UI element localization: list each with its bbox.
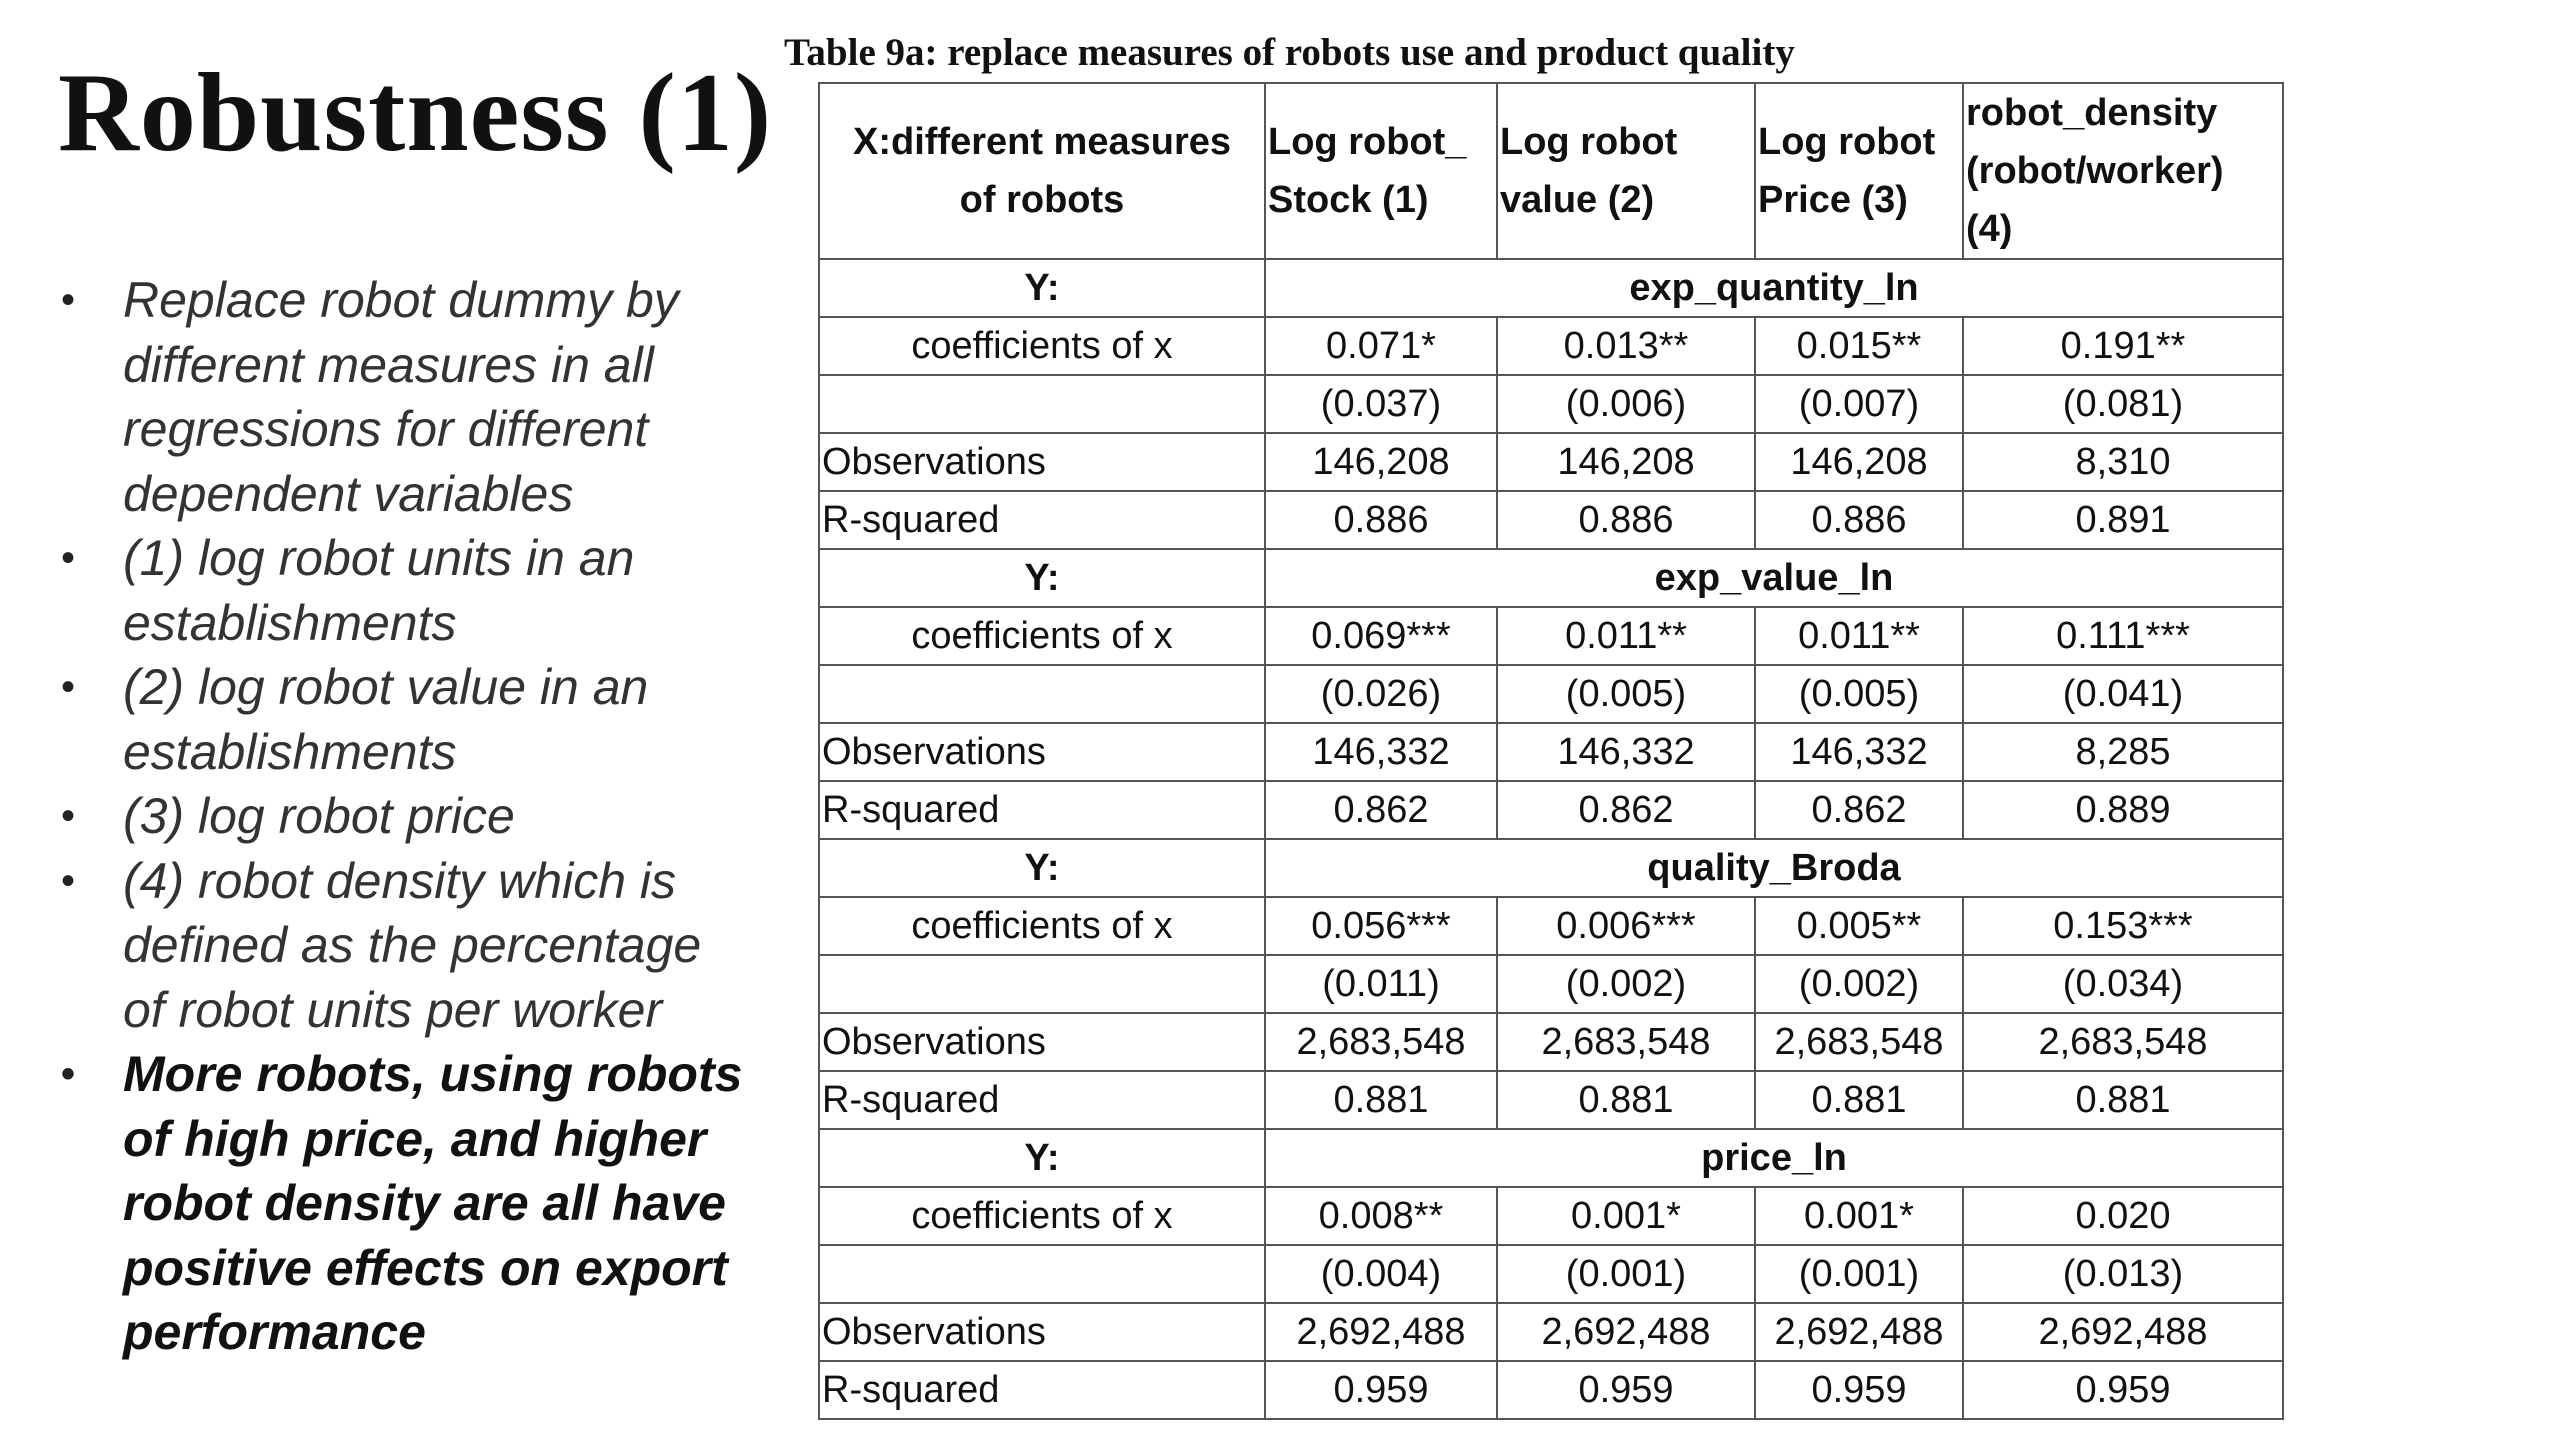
r-squared-cell: 0.959 <box>1963 1361 2283 1419</box>
standard-error-row <box>819 1245 2283 1303</box>
observations-cell: 8,285 <box>1963 723 2283 781</box>
y-label: Y: <box>819 259 1265 317</box>
observations-cell: 2,683,548 <box>1497 1013 1755 1071</box>
bullet-dot-icon: • <box>61 1052 76 1096</box>
header-col-3: Log robot Price (3) <box>1755 83 1963 259</box>
standard-error-cell: (0.004) <box>1265 1245 1497 1303</box>
y-label: Y: <box>819 1129 1265 1187</box>
standard-error-cell: (0.037) <box>1265 375 1497 433</box>
coefficient-cell: 0.020 <box>1963 1187 2283 1245</box>
bullet-list <box>56 268 756 1365</box>
slide-title: Robustness (1) <box>58 51 773 175</box>
standard-error-row <box>819 375 2283 433</box>
r-squared-row <box>819 1071 2283 1129</box>
y-label-row <box>819 549 2283 607</box>
r-squared-cell: 0.862 <box>1497 781 1755 839</box>
coef-label: coefficients of x <box>819 1187 1265 1245</box>
coefficient-cell: 0.011** <box>1497 607 1755 665</box>
r-squared-cell: 0.862 <box>1265 781 1497 839</box>
r-squared-cell: 0.881 <box>1265 1071 1497 1129</box>
empty-label-cell <box>819 955 1265 1013</box>
bullet-text: Replace robot dummy by different measures in all regressions for different dependent variables <box>123 272 679 522</box>
bullet-text: More robots, using robots of high price, and higher robot density are all have positive effects on export performance <box>123 1046 743 1360</box>
r-squared-cell: 0.886 <box>1265 491 1497 549</box>
r-squared-cell: 0.862 <box>1755 781 1963 839</box>
observations-cell: 146,208 <box>1755 433 1963 491</box>
standard-error-cell: (0.007) <box>1755 375 1963 433</box>
r-squared-cell: 0.886 <box>1497 491 1755 549</box>
observations-cell: 146,208 <box>1497 433 1755 491</box>
standard-error-cell: (0.013) <box>1963 1245 2283 1303</box>
y-label-row <box>819 839 2283 897</box>
standard-error-cell: (0.005) <box>1755 665 1963 723</box>
r-squared-label: R-squared <box>819 1071 1265 1129</box>
coefficient-cell: 0.013** <box>1497 317 1755 375</box>
coefficient-cell: 0.015** <box>1755 317 1963 375</box>
coefficient-row <box>819 607 2283 665</box>
r-squared-cell: 0.891 <box>1963 491 2283 549</box>
r-squared-row <box>819 781 2283 839</box>
coef-label: coefficients of x <box>819 607 1265 665</box>
coefficient-cell: 0.011** <box>1755 607 1963 665</box>
header-col-1: Log robot_ Stock (1) <box>1265 83 1497 259</box>
observations-row <box>819 723 2283 781</box>
bullet-text: (1) log robot units in an establishments <box>123 530 635 651</box>
dependent-variable-name: exp_quantity_ln <box>1265 259 2283 317</box>
bullet-item <box>56 268 756 526</box>
bullet-dot-icon: • <box>61 665 76 709</box>
standard-error-cell: (0.002) <box>1755 955 1963 1013</box>
r-squared-cell: 0.881 <box>1497 1071 1755 1129</box>
observations-row <box>819 1013 2283 1071</box>
observations-row <box>819 433 2283 491</box>
observations-cell: 2,683,548 <box>1265 1013 1497 1071</box>
bullet-item <box>56 784 756 849</box>
bullet-text: (2) log robot value in an establishments <box>123 659 649 780</box>
dependent-variable-name: price_ln <box>1265 1129 2283 1187</box>
standard-error-cell: (0.081) <box>1963 375 2283 433</box>
bullet-dot-icon: • <box>61 278 76 322</box>
r-squared-cell: 0.881 <box>1755 1071 1963 1129</box>
bullet-item-conclusion <box>56 1042 756 1365</box>
table-body <box>819 259 2283 1419</box>
coefficient-cell: 0.005** <box>1755 897 1963 955</box>
observations-cell: 146,332 <box>1265 723 1497 781</box>
dependent-variable-name: quality_Broda <box>1265 839 2283 897</box>
observations-cell: 2,692,488 <box>1963 1303 2283 1361</box>
header-x-measures: X:different measures of robots <box>819 83 1265 259</box>
standard-error-cell: (0.011) <box>1265 955 1497 1013</box>
coefficient-row <box>819 1187 2283 1245</box>
table-caption: Table 9a: replace measures of robots use and product quality <box>784 31 1795 74</box>
coef-label: coefficients of x <box>819 317 1265 375</box>
observations-label: Observations <box>819 723 1265 781</box>
r-squared-cell: 0.959 <box>1497 1361 1755 1419</box>
coefficient-cell: 0.111*** <box>1963 607 2283 665</box>
standard-error-cell: (0.026) <box>1265 665 1497 723</box>
r-squared-cell: 0.889 <box>1963 781 2283 839</box>
r-squared-cell: 0.881 <box>1963 1071 2283 1129</box>
y-label-row <box>819 259 2283 317</box>
standard-error-row <box>819 955 2283 1013</box>
bullet-dot-icon: • <box>61 536 76 580</box>
coefficient-row <box>819 897 2283 955</box>
standard-error-row <box>819 665 2283 723</box>
standard-error-cell: (0.006) <box>1497 375 1755 433</box>
observations-label: Observations <box>819 1303 1265 1361</box>
empty-label-cell <box>819 665 1265 723</box>
header-col-2: Log robot value (2) <box>1497 83 1755 259</box>
coefficient-cell: 0.153*** <box>1963 897 2283 955</box>
observations-row <box>819 1303 2283 1361</box>
coef-label: coefficients of x <box>819 897 1265 955</box>
observations-cell: 2,683,548 <box>1755 1013 1963 1071</box>
observations-cell: 8,310 <box>1963 433 2283 491</box>
coefficient-cell: 0.001* <box>1755 1187 1963 1245</box>
bullet-dot-icon: • <box>61 858 76 903</box>
standard-error-cell: (0.041) <box>1963 665 2283 723</box>
bullet-text: (4) robot density which is defined as the percentage of robot units per worker <box>123 852 702 1038</box>
r-squared-cell: 0.886 <box>1755 491 1963 549</box>
y-label: Y: <box>819 549 1265 607</box>
y-label-row <box>819 1129 2283 1187</box>
empty-label-cell <box>819 375 1265 433</box>
empty-label-cell <box>819 1245 1265 1303</box>
coefficient-cell: 0.191** <box>1963 317 2283 375</box>
bullet-item <box>56 849 756 1043</box>
observations-cell: 2,692,488 <box>1755 1303 1963 1361</box>
bullet-item <box>56 526 756 655</box>
observations-cell: 2,692,488 <box>1265 1303 1497 1361</box>
r-squared-label: R-squared <box>819 1361 1265 1419</box>
observations-cell: 146,332 <box>1755 723 1963 781</box>
bullet-item <box>56 655 756 784</box>
observations-cell: 146,208 <box>1265 433 1497 491</box>
coefficient-cell: 0.006*** <box>1497 897 1755 955</box>
standard-error-cell: (0.001) <box>1497 1245 1755 1303</box>
coefficient-row <box>819 317 2283 375</box>
r-squared-row <box>819 1361 2283 1419</box>
regression-table <box>818 82 2284 1420</box>
observations-cell: 146,332 <box>1497 723 1755 781</box>
standard-error-cell: (0.001) <box>1755 1245 1963 1303</box>
observations-label: Observations <box>819 1013 1265 1071</box>
coefficient-cell: 0.001* <box>1497 1187 1755 1245</box>
table-header-row <box>819 83 2283 259</box>
coefficient-cell: 0.008** <box>1265 1187 1497 1245</box>
standard-error-cell: (0.002) <box>1497 955 1755 1013</box>
y-label: Y: <box>819 839 1265 897</box>
coefficient-cell: 0.056*** <box>1265 897 1497 955</box>
standard-error-cell: (0.005) <box>1497 665 1755 723</box>
bullet-dot-icon: • <box>61 794 76 838</box>
observations-label: Observations <box>819 433 1265 491</box>
dependent-variable-name: exp_value_ln <box>1265 549 2283 607</box>
observations-cell: 2,683,548 <box>1963 1013 2283 1071</box>
standard-error-cell: (0.034) <box>1963 955 2283 1013</box>
coefficient-cell: 0.071* <box>1265 317 1497 375</box>
r-squared-label: R-squared <box>819 781 1265 839</box>
r-squared-row <box>819 491 2283 549</box>
header-col-4: robot_density (robot/worker) (4) <box>1963 83 2283 259</box>
r-squared-label: R-squared <box>819 491 1265 549</box>
r-squared-cell: 0.959 <box>1755 1361 1963 1419</box>
bullet-text: (3) log robot price <box>123 788 515 844</box>
observations-cell: 2,692,488 <box>1497 1303 1755 1361</box>
r-squared-cell: 0.959 <box>1265 1361 1497 1419</box>
coefficient-cell: 0.069*** <box>1265 607 1497 665</box>
